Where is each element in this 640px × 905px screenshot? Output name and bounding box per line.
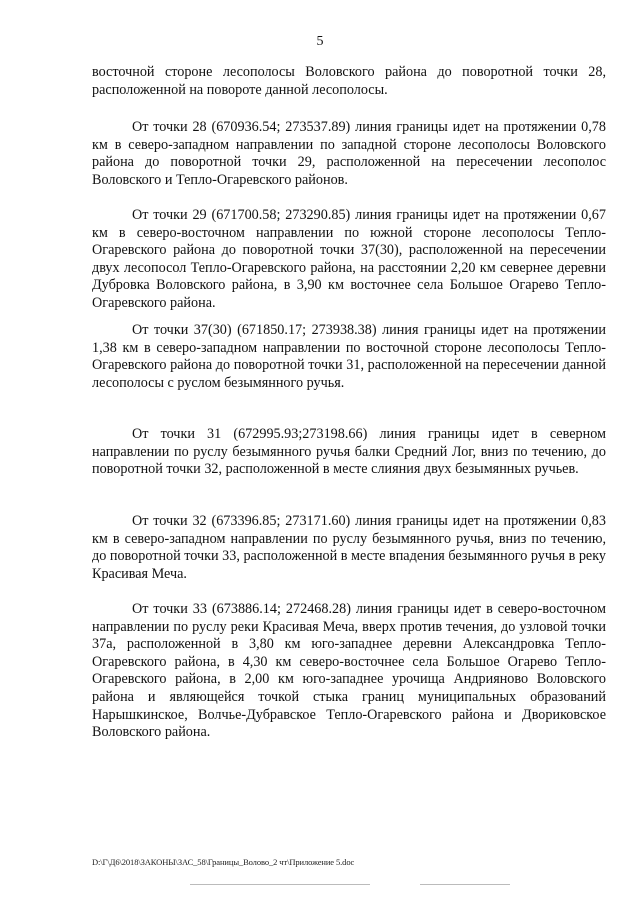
footer-file-path: D:\Г\Д6\2018\ЗАКОНЫ\ЗАС_58\Границы_Волово_2 чт\Приложение 5.doc bbox=[92, 857, 355, 867]
paragraph-point-28: От точки 28 (670936.54; 273537.89) линия границы идет на протяжении 0,78 км в северо-западном направлении по западной стороне лесополосы Воловского района до поворотной точки 29, расположенной на пересечении лесополос Воловского и Тепло-Огаревского районов. bbox=[92, 119, 606, 188]
paragraph-continuation: восточной стороне лесополосы Воловского района до поворотной точки 28, расположенной на повороте данной лесополосы. bbox=[92, 64, 606, 98]
scan-artifact-line bbox=[420, 884, 510, 885]
paragraph-point-37-30: От точки 37(30) (671850.17; 273938.38) линия границы идет на протяжении 1,38 км в северо-западном направлении по восточной стороне лесополосы Тепло-Огаревского района до поворотной точки 31, расположенной на пересечении данной лесополосы с руслом безымянного ручья. bbox=[92, 322, 606, 391]
paragraph-point-32: От точки 32 (673396.85; 273171.60) линия границы идет на протяжении 0,83 км в северо-западном направлении по руслу безымянного ручья, вниз по течению, до поворотной точки 33, расположенной в месте впадения безымянного ручья в реку Красивая Меча. bbox=[92, 513, 606, 582]
paragraph-point-33: От точки 33 (673886.14; 272468.28) линия границы идет в северо-восточном направлении по руслу реки Красивая Меча, вверх против течения, до узловой точки 37а, расположенной в 3,80 км юго-западнее деревни Александровка Тепло-Огаревского района, в 4,30 км северо-восточнее села Большое Огарево Тепло-Огаревского района, в 2,00 км юго-западнее урочища Андрияново Воловского района и являющейся точкой стыка границ муниципальных образований Нарышкинское, Волчье-Дубравское Тепло-Огаревского района и Двориковское Воловского района. bbox=[92, 601, 606, 741]
paragraph-point-31: От точки 31 (672995.93;273198.66) линия границы идет в северном направлении по руслу безымянного ручья балки Средний Лог, вниз по течению, до поворотной точки 32, расположенной в месте слияния двух безымянных ручьев. bbox=[92, 426, 606, 478]
paragraph-point-29: От точки 29 (671700.58; 273290.85) линия границы идет на протяжении 0,67 км в северо-восточном направлении по южной стороне лесополосы Тепло-Огаревского района до поворотной точки 37(30), расположенной на пересечении двух лесопосол Тепло-Огаревского района, на расстоянии 2,20 км севернее деревни Дубровка Воловского района, в 3,90 км восточнее села Большое Огарево Тепло-Огаревского района. bbox=[92, 207, 606, 311]
page-number: 5 bbox=[316, 34, 324, 49]
scan-artifact-line bbox=[190, 884, 370, 885]
